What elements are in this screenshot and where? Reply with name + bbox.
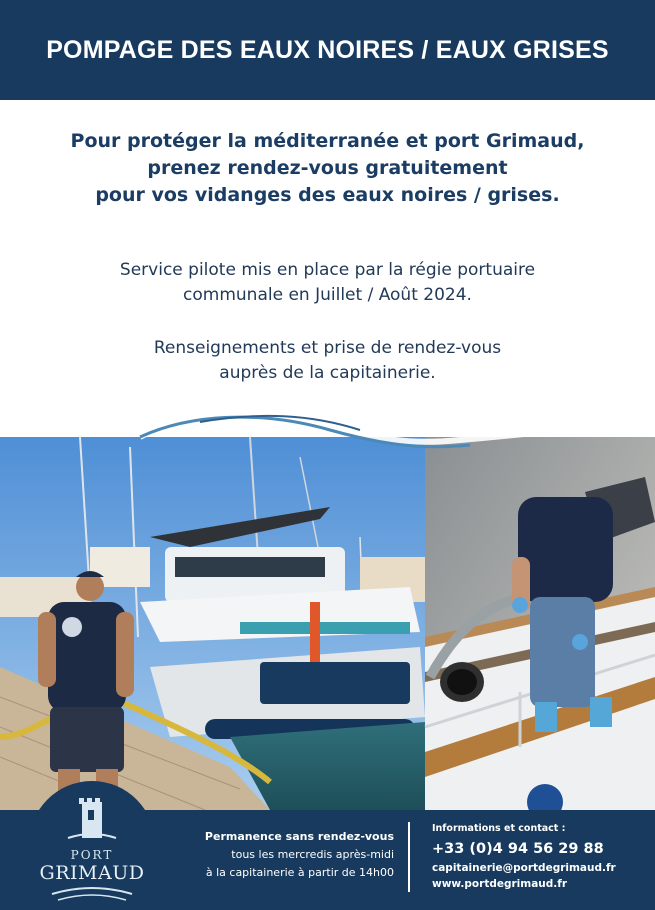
contact-website-link[interactable]: www.portdegrimaud.fr	[432, 878, 568, 890]
contact-phone[interactable]: +33 (0)4 94 56 29 88	[432, 841, 604, 857]
pilot-line: communale en Juillet / Août 2024.	[183, 285, 472, 305]
boat-pumping-photo	[0, 437, 425, 810]
contact-block	[432, 822, 647, 892]
info-line: auprès de la capitainerie.	[219, 363, 436, 383]
intro-message	[0, 128, 655, 209]
contact-email-link[interactable]: capitainerie@portdegrimaud.fr	[432, 862, 616, 874]
logo-word-port: PORT	[70, 848, 114, 862]
logo-word-grimaud: GRIMAUD	[39, 862, 145, 884]
photos-strip	[0, 437, 655, 810]
intro-line: Pour protéger la méditerranée et port Grimaud,	[70, 130, 585, 152]
intro-line: prenez rendez-vous gratuitement	[147, 157, 508, 179]
pilot-line: Service pilote mis en place par la régie portuaire	[119, 260, 536, 280]
permanence-hours: à la capitainerie à partir de 14h00	[205, 866, 394, 879]
pilot-service-text	[0, 258, 655, 308]
intro-line: pour vos vidanges des eaux noires / grises.	[95, 184, 560, 206]
permanence-days: tous les mercredis après-midi	[231, 848, 394, 861]
port-grimaud-logo	[28, 778, 156, 910]
permanence-info	[166, 828, 394, 882]
header-banner	[0, 0, 655, 100]
permanence-title: Permanence sans rendez-vous	[204, 830, 394, 843]
page-title: POMPAGE DES EAUX NOIRES / EAUX GRISES	[46, 35, 609, 64]
contact-title: Informations et contact :	[432, 823, 566, 834]
footer-divider	[408, 822, 410, 892]
info-line: Renseignements et prise de rendez-vous	[153, 338, 502, 358]
appointment-info-text	[0, 336, 655, 386]
deck-pumping-photo	[425, 437, 655, 810]
